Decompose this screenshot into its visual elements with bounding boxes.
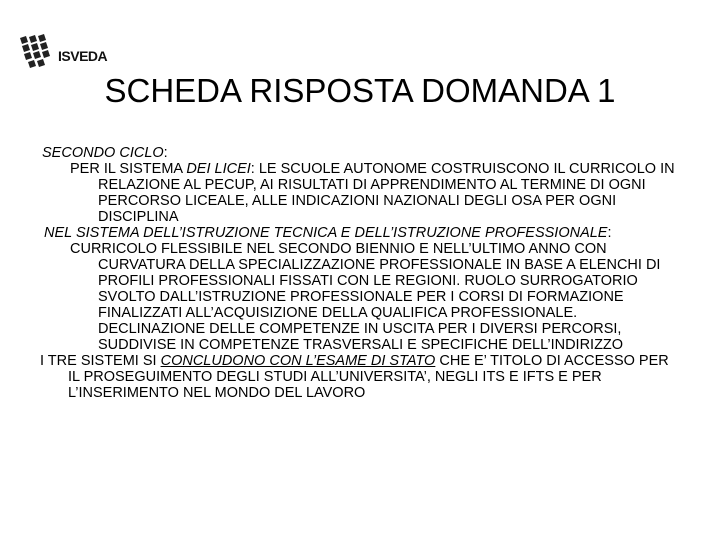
document-body (42, 145, 682, 401)
isveda-logo (16, 34, 106, 74)
page-title: SCHEDA RISPOSTA DOMANDA 1 (104, 72, 616, 109)
logo-text: ISVEDA (58, 48, 108, 64)
paragraph-curricolo-flessibile: CURRICOLO FLESSIBILE NEL SECONDO BIENNIO E NELL’ULTIMO ANNO CON CURVATURA DELLA SPECIALIZZAZIONE PROFESSIONALE IN BASE A ELENCHI DI PROFILI PROFESSIONALI FISSATI CON LE REGIONI. RUOLO SURROGATORIO SVOLTO DALL’ISTRUZIONE PROFESSIONALE PER I CORSI DI FORMAZIONE FINALIZZATI ALL’ACQUISIZIONE DELLA QUALIFICA PROFESSIONALE. DECLINAZIONE DELLE COMPETENZE IN USCITA PER I DIVERSI PERCORSI, SUDDIVISE IN COMPETENZE TRASVERSALI E SPECIFICHE DELL’INDIRIZZO (70, 241, 661, 353)
licei-emphasis: DEI LICEI (186, 161, 251, 177)
secondo-ciclo-label: SECONDO CICLO (42, 145, 164, 161)
esame-di-stato-emphasis: CONCLUDONO CON L’ESAME DI STATO (160, 353, 436, 369)
istruzione-tecnica-emphasis: NEL SISTEMA DELL’ISTRUZIONE TECNICA E DELL’ISTRUZIONE PROFESSIONALE (44, 225, 608, 241)
paragraph-esame-di-stato: I TRE SISTEMI SI CONCLUDONO CON L’ESAME DI STATO CHE E’ TITOLO DI ACCESSO PER IL PROSEGUIMENTO DEGLI STUDI ALL’UNIVERSITA’, NEGLI ITS E IFTS E PER L’INSERIMENTO NEL MONDO DEL LAVORO (40, 353, 669, 401)
paragraph-secondo-ciclo: SECONDO CICLO: (42, 145, 168, 161)
paragraph-istruzione-tecnica-heading: NEL SISTEMA DELL’ISTRUZIONE TECNICA E DELL’ISTRUZIONE PROFESSIONALE: (44, 225, 612, 241)
isveda-logo-icon (16, 34, 56, 74)
paragraph-licei: PER IL SISTEMA DEI LICEI: LE SCUOLE AUTONOME COSTRUISCONO IL CURRICOLO IN RELAZIONE AL PECUP, AI RISULTATI DI APPRENDIMENTO AL TERMINE DI OGNI PERCORSO LICEALE, ALLE INDICAZIONI NAZIONALI DEGLI OSA PER OGNI DISCIPLINA (70, 161, 675, 225)
